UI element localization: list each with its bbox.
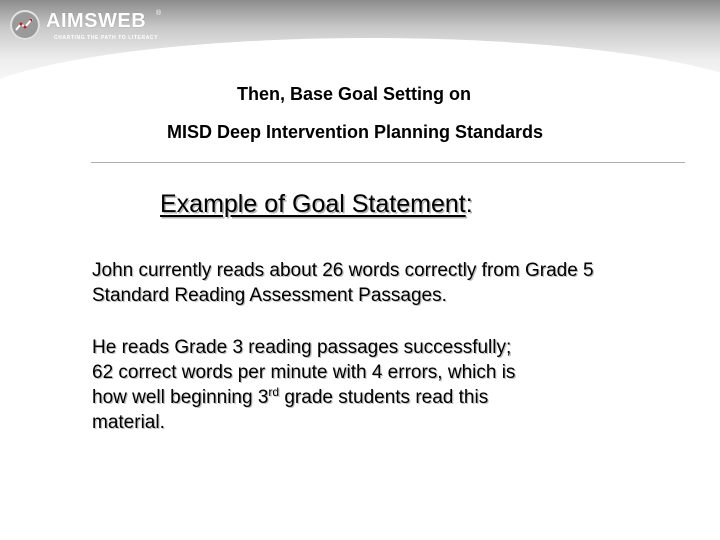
logo-name: AIMSWEB	[46, 10, 147, 32]
paragraph2-line1: He reads Grade 3 reading passages successfully;	[92, 337, 512, 358]
slide-title-line2: MISD Deep Intervention Planning Standards	[166, 122, 544, 142]
section-heading-text: Example of Goal Statement	[160, 190, 466, 218]
section-heading	[160, 190, 473, 219]
paragraph2-line3-before: how well beginning 3	[92, 387, 269, 408]
aimsweb-logo	[10, 6, 180, 44]
ordinal-superscript: rd	[268, 385, 280, 399]
logo-chart-icon	[10, 10, 40, 40]
paragraph-current-reading: John currently reads about 26 words correctly from Grade 5 Standard Reading Assessment Passages.	[92, 260, 594, 306]
paragraph2-line2: 62 correct words per minute with 4 errors, which is	[92, 362, 516, 383]
title-divider	[91, 162, 685, 163]
logo-trademark: ®	[156, 10, 162, 17]
paragraph2-line3-after: grade students read this	[279, 387, 489, 408]
paragraph2-line4: material.	[92, 412, 165, 433]
slide-title-line1: Then, Base Goal Setting on	[236, 84, 472, 104]
logo-tagline: CHARTING THE PATH TO LITERACY	[54, 35, 159, 41]
section-heading-colon: :	[465, 190, 473, 218]
paragraph-grade3-performance	[92, 335, 652, 435]
